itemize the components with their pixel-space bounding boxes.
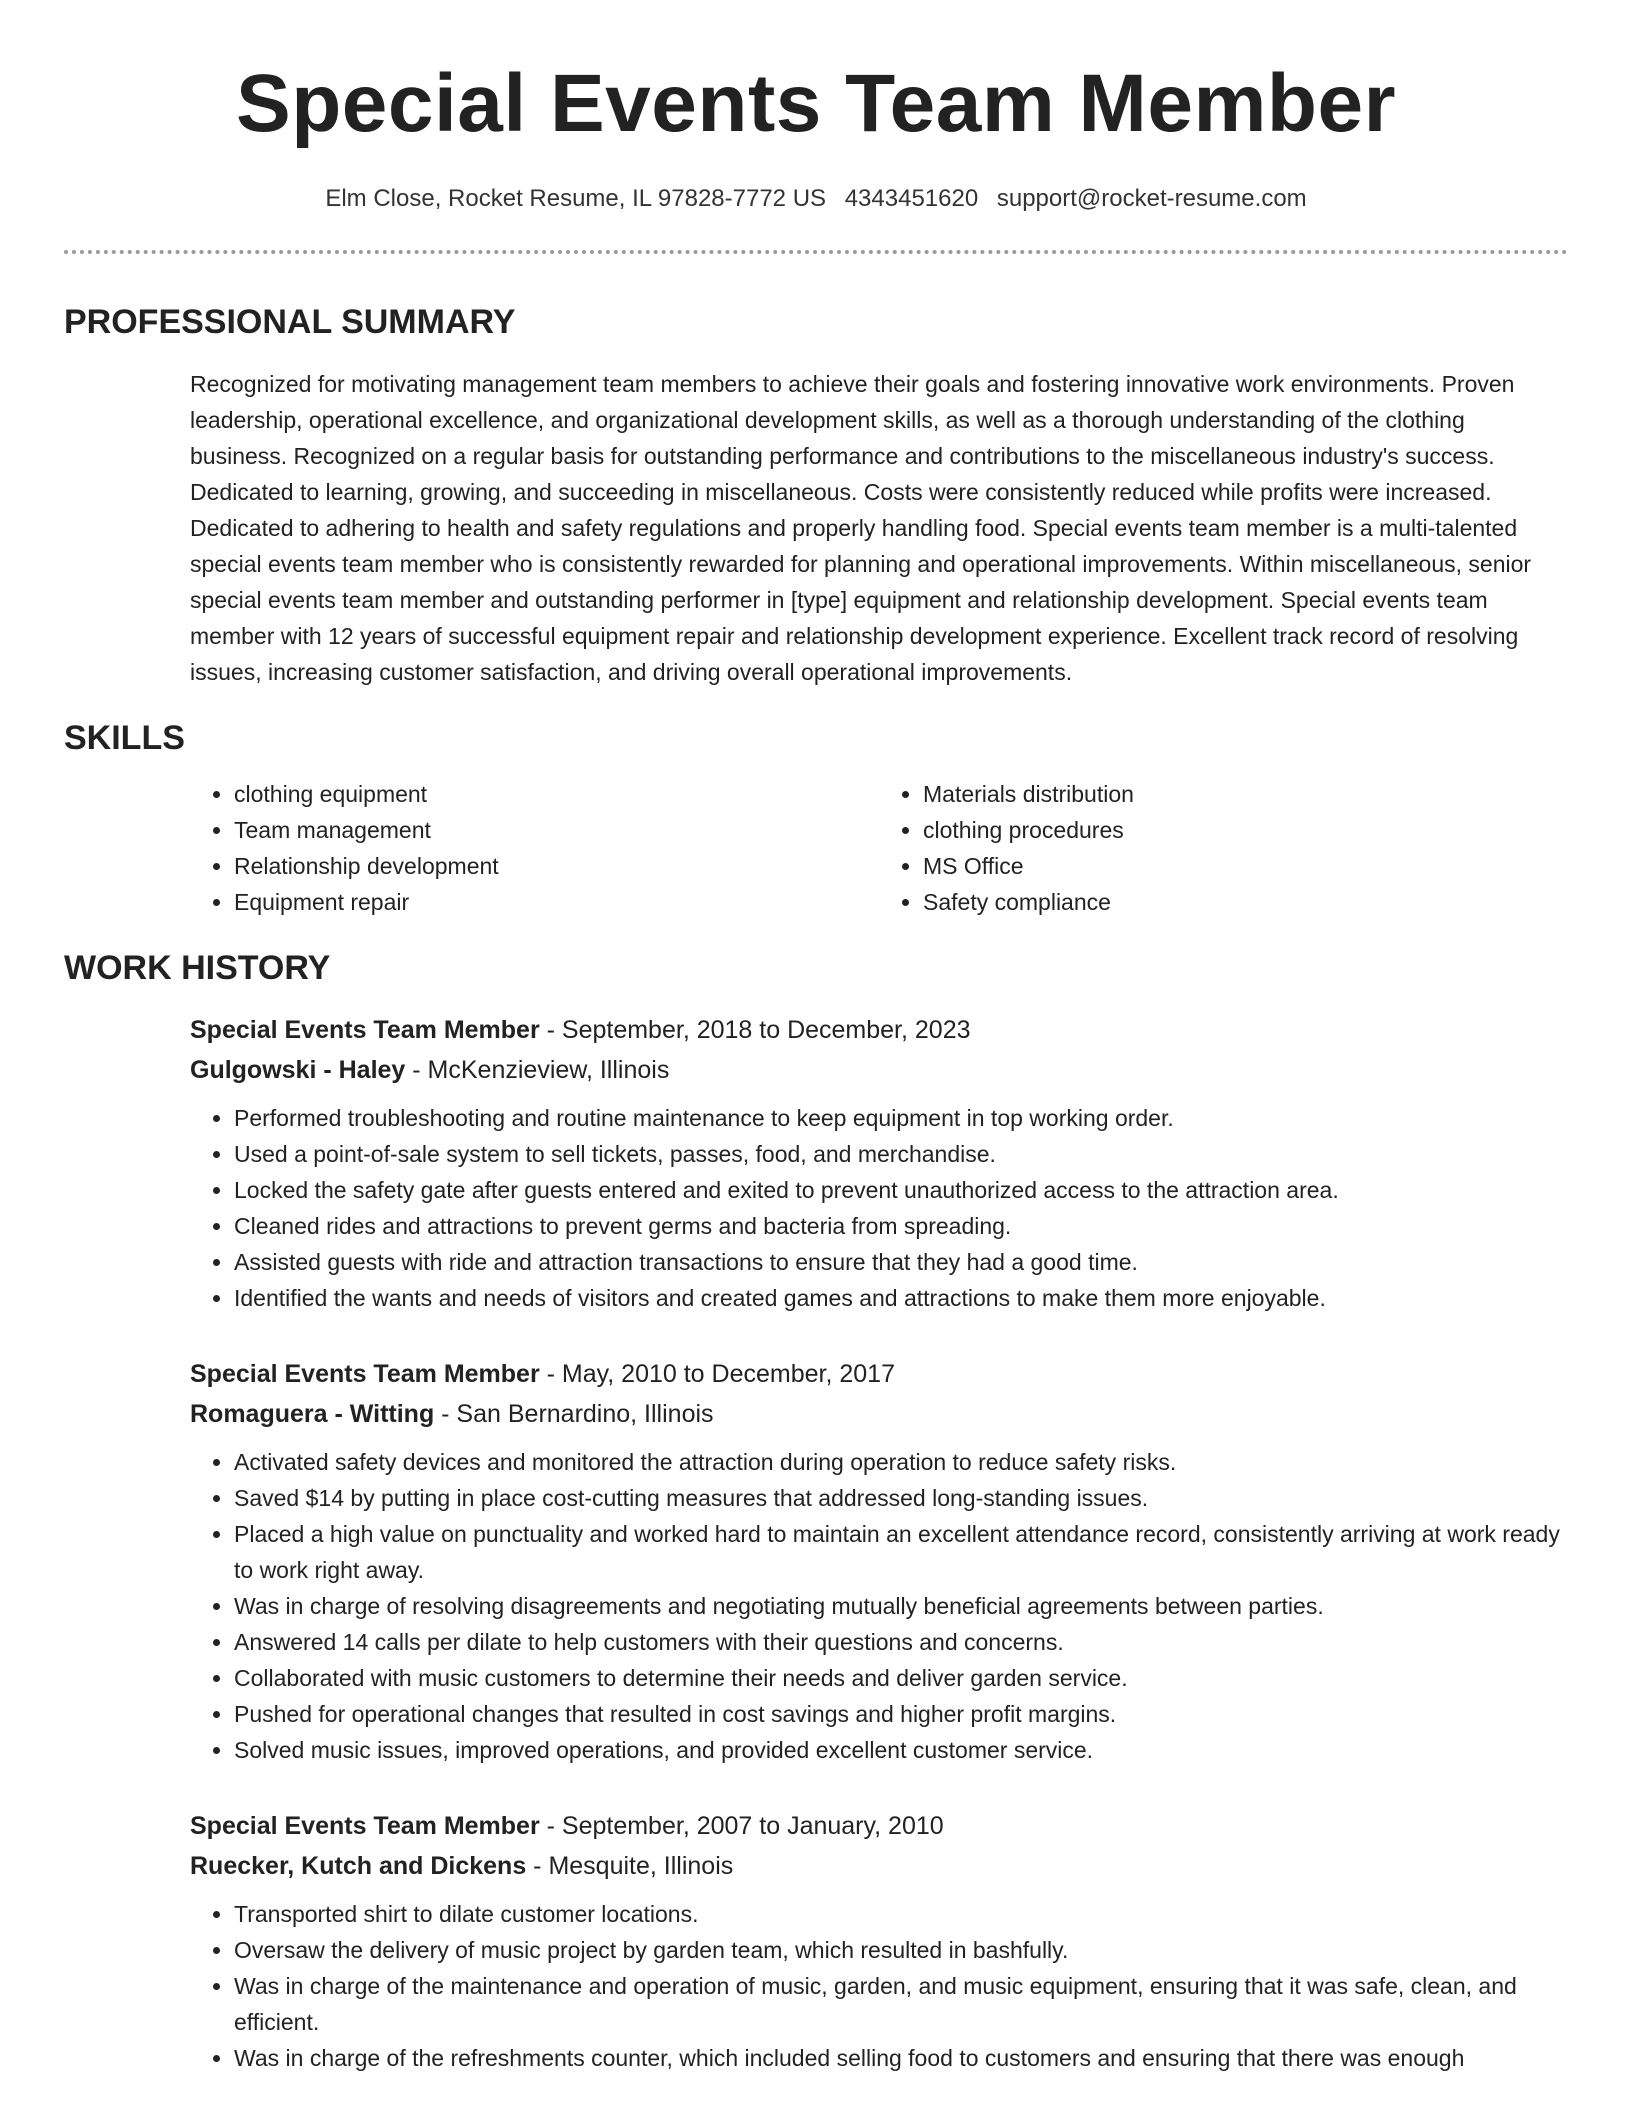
resume-page xyxy=(64,0,1568,2076)
job-bullet: • Cleaned rides and attractions to prevent germs and bacteria from spreading. xyxy=(234,1208,1568,1244)
skill-item: • Relationship development xyxy=(234,848,879,884)
contact-phone: 4343451620 xyxy=(844,185,979,212)
job-dates: - May, 2010 to December, 2017 xyxy=(539,1360,895,1388)
skill-item: • Materials distribution xyxy=(923,776,1568,812)
job-role: Special Events Team Member xyxy=(190,1016,540,1044)
job-dates: - September, 2007 to January, 2010 xyxy=(539,1812,944,1840)
job-entry-3 xyxy=(190,1806,1568,2076)
summary-text: Recognized for motivating management team members to achieve their goals and fostering innovative work environments. Proven leadership, operational excellence, and organizational development skills, as well as a thorough understanding of the clothing business. Recognized on a regular basis for outstanding performance and contributions to the miscellaneous industry's success. Dedicated to learning, growing, and succeeding in miscellaneous. Costs were consistently reduced while profits were increased. Dedicated to adhering to health and safety regulations and properly handling food. Special events team member is a multi-talented special events team member who is consistently rewarded for planning and operational improvements. Within miscellaneous, senior special events team member and outstanding performer in [type] equipment and relationship development. Special events team member with 12 years of successful equipment repair and relationship development experience. Excellent track record of resolving issues, increasing customer satisfaction, and driving overall operational improvements. xyxy=(190,371,1532,685)
skill-item: • Safety compliance xyxy=(923,884,1568,920)
job-company-line xyxy=(190,1050,1568,1090)
job-bullet: • Pushed for operational changes that resulted in cost savings and higher profit margins. xyxy=(234,1696,1568,1732)
job-title-line xyxy=(190,1806,1568,1846)
job-entry-2 xyxy=(190,1354,1568,1768)
job-bullet: • Locked the safety gate after guests entered and exited to prevent unauthorized access to the attraction area. xyxy=(234,1172,1568,1208)
job-bullets xyxy=(190,1896,1568,2076)
job-bullet: • Used a point-of-sale system to sell tickets, passes, food, and merchandise. xyxy=(234,1136,1568,1172)
job-title-line xyxy=(190,1354,1568,1394)
job-company: Gulgowski - Haley xyxy=(190,1056,406,1084)
job-bullets xyxy=(190,1444,1568,1768)
job-bullet: • Was in charge of the maintenance and operation of music, garden, and music equipment, ensuring that it was safe, clean, and efficient. xyxy=(234,1968,1568,2040)
job-company-line xyxy=(190,1846,1568,1886)
job-bullet: • Was in charge of resolving disagreements and negotiating mutually beneficial agreements between parties. xyxy=(234,1588,1568,1624)
job-title-line xyxy=(190,1010,1568,1050)
job-bullet: • Placed a high value on punctuality and worked hard to maintain an excellent attendance record, consistently arriving at work ready to work right away. xyxy=(234,1516,1568,1588)
job-entry-1 xyxy=(190,1010,1568,1316)
skills-column-right xyxy=(879,776,1568,920)
job-location: - Mesquite, Illinois xyxy=(526,1852,734,1880)
job-bullet: • Transported shirt to dilate customer locations. xyxy=(234,1896,1568,1932)
job-dates: - September, 2018 to December, 2023 xyxy=(539,1016,971,1044)
job-bullet: • Collaborated with music customers to determine their needs and deliver garden service. xyxy=(234,1660,1568,1696)
contact-email: support@rocket-resume.com xyxy=(996,185,1307,212)
job-location: - McKenzieview, Illinois xyxy=(405,1056,670,1084)
skills-heading: SKILLS xyxy=(64,719,185,757)
job-bullet: • Answered 14 calls per dilate to help customers with their questions and concerns. xyxy=(234,1624,1568,1660)
contact-line xyxy=(64,184,1568,214)
job-company-line xyxy=(190,1394,1568,1434)
job-bullet: • Assisted guests with ride and attraction transactions to ensure that they had a good time. xyxy=(234,1244,1568,1280)
job-bullet: • Solved music issues, improved operations, and provided excellent customer service. xyxy=(234,1732,1568,1768)
skill-item: • clothing procedures xyxy=(923,812,1568,848)
job-company: Ruecker, Kutch and Dickens xyxy=(190,1852,527,1880)
job-bullets xyxy=(190,1100,1568,1316)
job-bullet: • Performed troubleshooting and routine maintenance to keep equipment in top working order. xyxy=(234,1100,1568,1136)
skills-column-left xyxy=(190,776,879,920)
contact-address: Elm Close, Rocket Resume, IL 97828-7772 US xyxy=(325,185,827,212)
job-company: Romaguera - Witting xyxy=(190,1400,435,1428)
skill-item: • clothing equipment xyxy=(234,776,879,812)
skill-item: • Equipment repair xyxy=(234,884,879,920)
job-bullet: • Was in charge of the refreshments counter, which included selling food to customers and ensuring that there was enough xyxy=(234,2040,1568,2076)
job-bullet: • Saved $14 by putting in place cost-cutting measures that addressed long-standing issues. xyxy=(234,1480,1568,1516)
job-bullet: • Activated safety devices and monitored the attraction during operation to reduce safety risks. xyxy=(234,1444,1568,1480)
skill-item: • Team management xyxy=(234,812,879,848)
job-role: Special Events Team Member xyxy=(190,1360,540,1388)
summary-heading: PROFESSIONAL SUMMARY xyxy=(64,303,516,341)
candidate-name: Special Events Team Member xyxy=(236,58,1396,149)
job-location: - San Bernardino, Illinois xyxy=(434,1400,714,1428)
work-history-heading: WORK HISTORY xyxy=(64,949,331,987)
job-bullet: • Identified the wants and needs of visitors and created games and attractions to make them more enjoyable. xyxy=(234,1280,1568,1316)
header-divider xyxy=(64,250,1568,254)
job-bullet: • Oversaw the delivery of music project by garden team, which resulted in bashfully. xyxy=(234,1932,1568,1968)
job-role: Special Events Team Member xyxy=(190,1812,540,1840)
skills-list xyxy=(190,776,1568,920)
skill-item: • MS Office xyxy=(923,848,1568,884)
